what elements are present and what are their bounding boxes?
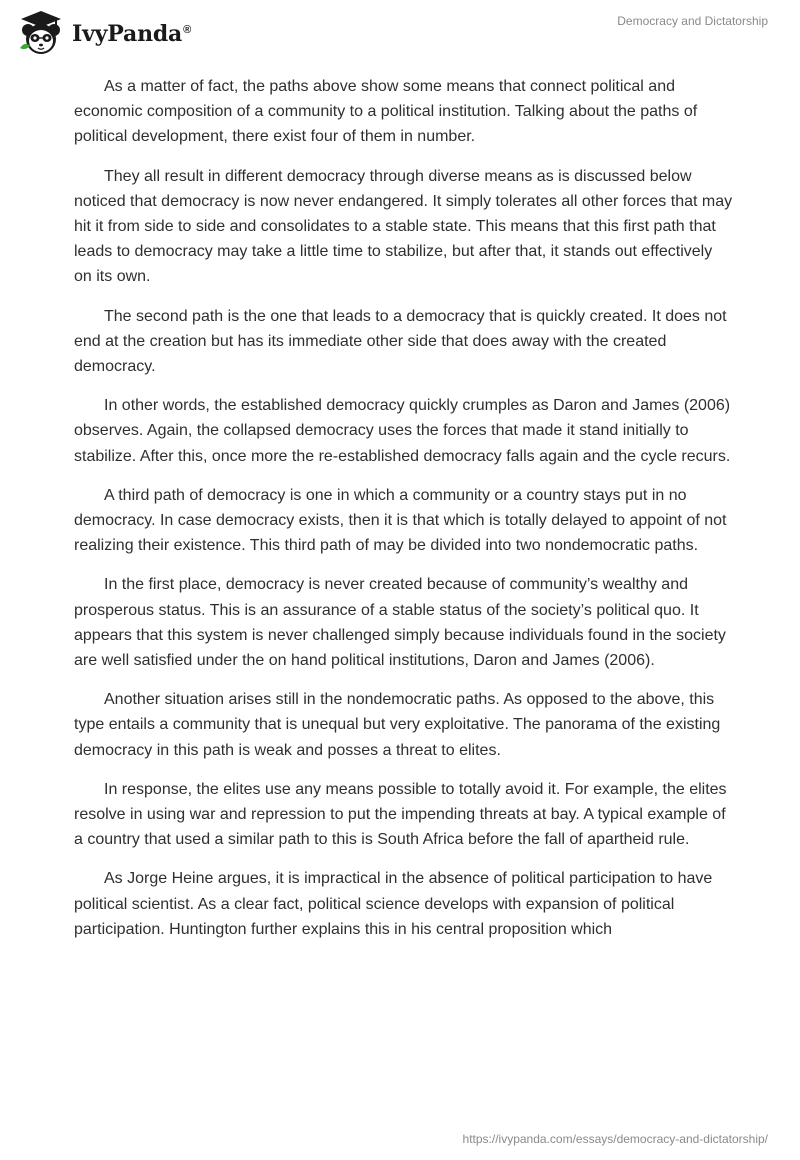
paragraph: As Jorge Heine argues, it is impractical in the absence of political participation to have political scientist. As a clear fact, political science develops with expansion of political participation. Huntington further explains this in his central proposition which xyxy=(74,870,713,938)
paragraph: Another situation arises still in the nondemocratic paths. As opposed to the above, this type entails a community that is unequal but very exploitative. The panorama of the existing democracy in this path is weak and posses a threat to elites. xyxy=(74,691,721,759)
ivypanda-logo[interactable] xyxy=(16,8,191,58)
document-title: Democracy and Dictatorship xyxy=(617,14,768,28)
paragraph: In the first place, democracy is never created because of community’s wealthy and prosperous status. This is an assurance of a stable status of the society’s political quo. It appears that this system is never challenged simply because individuals found in the society are well satisfied under the on hand political institutions, Daron and James (2006). xyxy=(74,576,726,670)
source-url[interactable]: https://ivypanda.com/essays/democracy-and-dictatorship/ xyxy=(462,1132,768,1146)
paragraph: As a matter of fact, the paths above show some means that connect political and economic composition of a community to a political institution. Talking about the paths of political development, there exist four of them in number. xyxy=(74,78,698,146)
page-header xyxy=(0,0,800,64)
paragraph: They all result in different democracy through diverse means as is discussed below noticed that democracy is now never endangered. It simply tolerates all other forces that may hit it from side to side and consolidates to a stable state. This means that this first path that leads to democracy may take a little time to stabilize, but after that, it stands out effectively on its own. xyxy=(74,167,733,286)
paragraph: The second path is the one that leads to a democracy that is quickly created. It does not end at the creation but has its immediate other side that does away with the created democracy. xyxy=(74,307,727,376)
paragraph: A third path of democracy is one in which a community or a country stays put in no democracy. In case democracy exists, then it is that which is totally delayed to appoint of not realizing their existence. This third path of may be divided into two nondemocratic paths. xyxy=(74,486,727,555)
panda-icon xyxy=(16,8,66,58)
brand-name: IvyPanda® xyxy=(72,21,192,47)
paragraph: In response, the elites use any means possible to totally avoid it. For example, the elites resolve in using war and repression to put the impending threats at bay. A typical example of a country that used a similar path to this is South Africa before the fall of apartheid rule. xyxy=(74,780,727,849)
paragraph: In other words, the established democracy quickly crumples as Daron and James (2006) observes. Again, the collapsed democracy uses the forces that made it stand initially to stabilize. After this, once more the re-established democracy falls again and the cycle recurs. xyxy=(74,397,731,465)
essay-body xyxy=(74,74,734,956)
